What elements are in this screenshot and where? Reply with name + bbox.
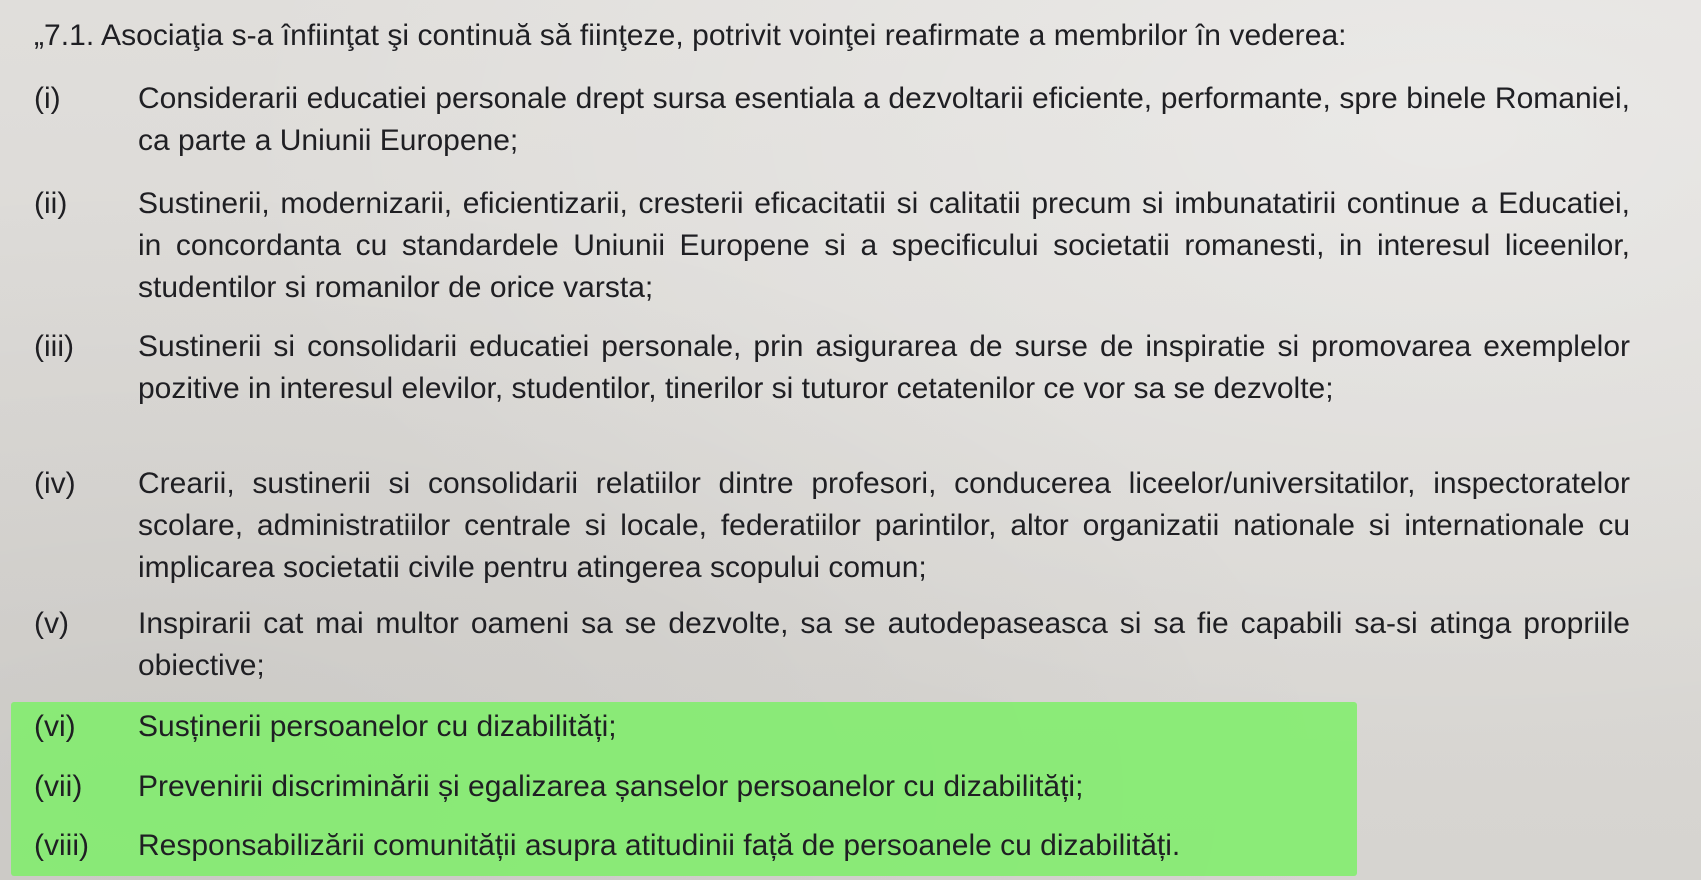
item-text: Sustinerii, modernizarii, eficientizarii, cresterii eficacitatii si calitatii precum si imbunatatirii continue a Educatiei, in concordanta cu standardele Uniunii Europene si a specificului societatii romanesti, in interesul liceenilor, studentilor si romanilor de orice varsta; xyxy=(138,187,1630,304)
item-number: (ii) xyxy=(34,187,68,220)
item-text: Sustinerii si consolidarii educatiei personale, prin asigurarea de surse de inspiratie si promovarea exemplelor pozitive in interesul elevilor, studentilor, tinerilor si tuturor cetatenilor ce vor sa se dezvolte; xyxy=(138,330,1630,405)
item-text: Inspirarii cat mai multor oameni sa se dezvolte, sa se autodepaseasca si sa fie capabili sa-si atinga propriile obiective; xyxy=(138,607,1630,682)
item-number: (v) xyxy=(34,607,69,640)
item-number: (vi) xyxy=(34,710,76,743)
item-number: (i) xyxy=(34,82,61,115)
item-number: (vii) xyxy=(34,770,83,803)
item-number: (iii) xyxy=(34,330,74,363)
item-text: Prevenirii discriminării și egalizarea șanselor persoanelor cu dizabilități; xyxy=(138,770,1084,803)
item-number: (viii) xyxy=(34,829,89,862)
item-text: Crearii, sustinerii si consolidarii relatiilor dintre profesori, conducerea liceelor/universitatilor, inspectoratelor scolare, administratiilor centrale si locale, federatiilor parintilor, altor organizatii nationale si internationale cu implicarea societatii civile pentru atingerea scopului comun; xyxy=(138,467,1630,584)
item-number: (iv) xyxy=(34,467,76,500)
item-text: Responsabilizării comunității asupra atitudinii față de persoanele cu dizabilități. xyxy=(138,829,1181,862)
item-text: Susținerii persoanelor cu dizabilități; xyxy=(138,710,617,743)
item-text: Considerarii educatiei personale drept sursa esentiala a dezvoltarii eficiente, performante, spre binele Romaniei, ca parte a Uniunii Europene; xyxy=(138,82,1630,157)
article-intro: „7.1. Asociaţia s-a înfiinţat şi continuă să fiinţeze, potrivit voinţei reafirmate a membrilor în vederea: xyxy=(34,19,1347,52)
